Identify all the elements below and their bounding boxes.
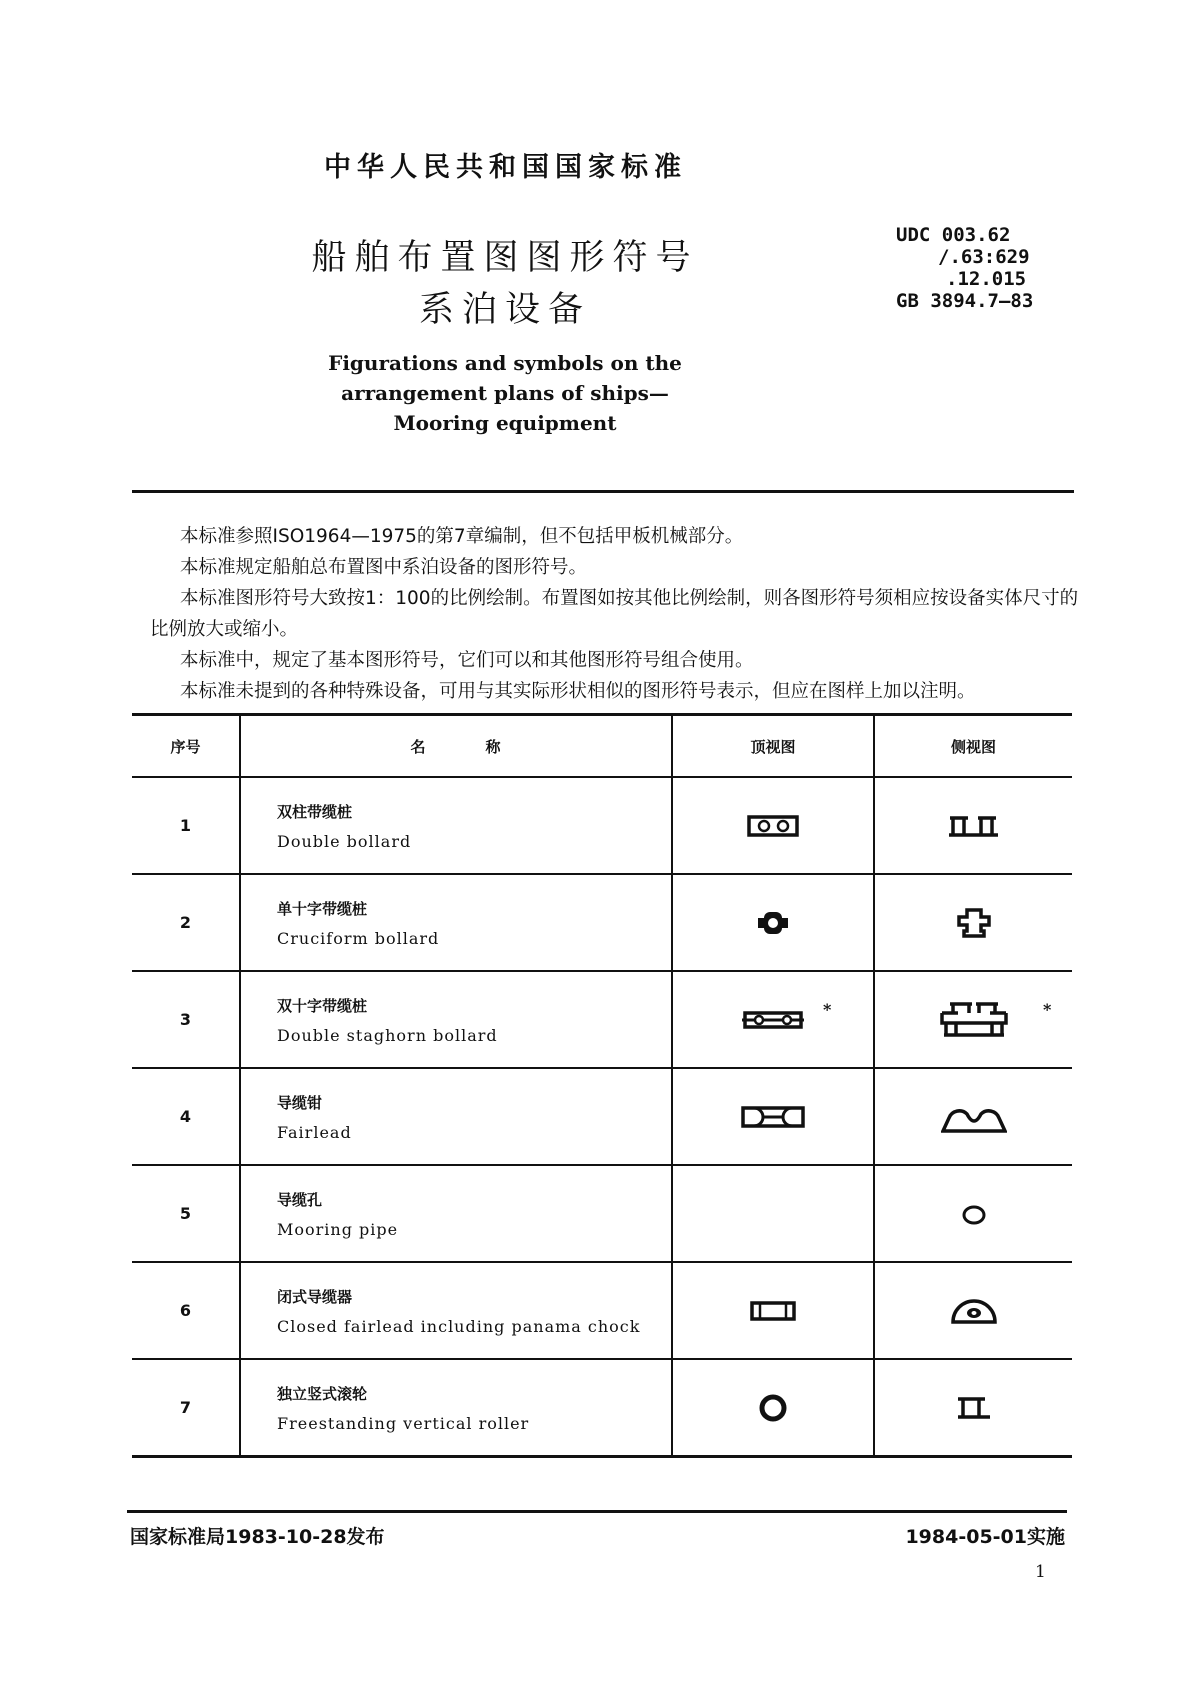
fairlead-top-icon	[740, 1104, 806, 1130]
issue-date: 国家标准局1983-10-28发布	[130, 1526, 385, 1548]
document-title: 船舶布置图图形符号	[311, 238, 699, 278]
top-view-cell	[672, 777, 874, 874]
intro-paragraph: 本标准参照ISO1964—1975的第7章编制，但不包括甲板机械部分。	[180, 526, 744, 547]
page-number: 1	[1035, 1562, 1046, 1582]
note-mark: *	[1043, 1000, 1052, 1019]
name-en: Mooring pipe	[277, 1219, 399, 1239]
cruciform-bollard-side-icon	[957, 908, 991, 938]
closed-fairlead-top-icon	[749, 1299, 797, 1323]
document-subtitle: 系泊设备	[418, 290, 591, 330]
row-number: 7	[132, 1359, 240, 1457]
name-en: Double staghorn bollard	[277, 1025, 498, 1045]
note-mark: *	[823, 1000, 832, 1019]
header-top-view: 顶视图	[672, 715, 874, 778]
table-row	[132, 777, 1072, 874]
header-name: 名 称	[240, 715, 672, 778]
side-view-cell	[874, 971, 1072, 1068]
english-title	[280, 348, 730, 438]
row-name	[240, 971, 672, 1068]
name-en: Cruciform bollard	[277, 928, 440, 948]
row-number: 3	[132, 971, 240, 1068]
roller-side-icon	[955, 1395, 993, 1421]
side-view-cell	[874, 777, 1072, 874]
intro-paragraph: 本标准图形符号大致按1：100的比例绘制。布置图如按其他比例绘制，则各图形符号须相应按设备实体尺寸的比例放大或缩小。	[150, 588, 1079, 640]
top-view-cell	[672, 1068, 874, 1165]
top-view-cell	[672, 1165, 874, 1262]
row-name	[240, 874, 672, 971]
english-title-line: arrangement plans of ships—	[341, 381, 669, 405]
table-row	[132, 971, 1072, 1068]
cruciform-bollard-top-icon	[756, 909, 790, 937]
effective-date: 1984-05-01实施	[905, 1526, 1065, 1548]
double-bollard-side-icon	[948, 814, 1000, 838]
table-header-row	[132, 715, 1072, 778]
side-view-cell	[874, 874, 1072, 971]
side-view-cell	[874, 1262, 1072, 1359]
fairlead-side-icon	[941, 1100, 1007, 1134]
row-number: 1	[132, 777, 240, 874]
roller-top-icon	[757, 1392, 789, 1424]
top-divider	[132, 490, 1074, 493]
top-view-cell	[672, 874, 874, 971]
table-row	[132, 874, 1072, 971]
intro-paragraph: 本标准未提到的各种特殊设备，可用与其实际形状相似的图形符号表示，但应在图样上加以注明。	[180, 681, 976, 702]
row-name	[240, 777, 672, 874]
row-name	[240, 1262, 672, 1359]
row-name	[240, 1068, 672, 1165]
name-cn: 单十字带缆桩	[277, 899, 368, 918]
row-number: 4	[132, 1068, 240, 1165]
top-view-cell	[672, 1359, 874, 1457]
table-row	[132, 1165, 1072, 1262]
intro-paragraph: 本标准中，规定了基本图形符号，它们可以和其他图形符号组合使用。	[180, 650, 754, 671]
double-staghorn-top-icon	[741, 1008, 805, 1032]
side-view-cell	[874, 1359, 1072, 1457]
name-cn: 导缆钳	[277, 1093, 323, 1112]
name-cn: 闭式导缆器	[277, 1287, 353, 1306]
english-title-line: Figurations and symbols on the	[328, 351, 682, 375]
row-number: 5	[132, 1165, 240, 1262]
udc-line: .12.015	[946, 268, 1027, 290]
english-title-line: Mooring equipment	[393, 411, 617, 435]
national-standard-heading: 中华人民共和国国家标准	[324, 152, 687, 183]
mooring-pipe-side-icon	[959, 1202, 989, 1226]
row-name	[240, 1165, 672, 1262]
intro-text	[150, 521, 1080, 707]
table-row	[132, 1262, 1072, 1359]
top-view-cell	[672, 1262, 874, 1359]
closed-fairlead-side-icon	[950, 1297, 998, 1325]
intro-paragraph: 本标准规定船舶总布置图中系泊设备的图形符号。	[180, 557, 588, 578]
name-cn: 独立竖式滚轮	[277, 1384, 368, 1403]
header-no: 序号	[132, 715, 240, 778]
gb-number: GB 3894.7—83	[896, 290, 1034, 312]
double-bollard-top-icon	[746, 814, 800, 838]
name-cn: 双十字带缆桩	[277, 996, 368, 1015]
row-name	[240, 1359, 672, 1457]
header-side-view: 侧视图	[874, 715, 1072, 778]
name-en: Freestanding vertical roller	[277, 1413, 530, 1433]
symbols-table	[132, 713, 1072, 1458]
row-number: 2	[132, 874, 240, 971]
name-en: Double bollard	[277, 831, 412, 851]
udc-classification	[896, 224, 1033, 312]
udc-line: /.63:629	[938, 246, 1030, 268]
name-en: Fairlead	[277, 1122, 352, 1142]
name-cn: 导缆孔	[277, 1190, 323, 1209]
table-row	[132, 1359, 1072, 1457]
footer-divider	[127, 1510, 1067, 1513]
side-view-cell	[874, 1165, 1072, 1262]
udc-line: UDC 003.62	[896, 224, 1011, 246]
name-cn: 双柱带缆桩	[277, 802, 353, 821]
name-en: Closed fairlead including panama chock	[277, 1316, 641, 1336]
top-view-cell	[672, 971, 874, 1068]
double-staghorn-side-icon	[940, 1001, 1008, 1039]
table-row	[132, 1068, 1072, 1165]
side-view-cell	[874, 1068, 1072, 1165]
row-number: 6	[132, 1262, 240, 1359]
